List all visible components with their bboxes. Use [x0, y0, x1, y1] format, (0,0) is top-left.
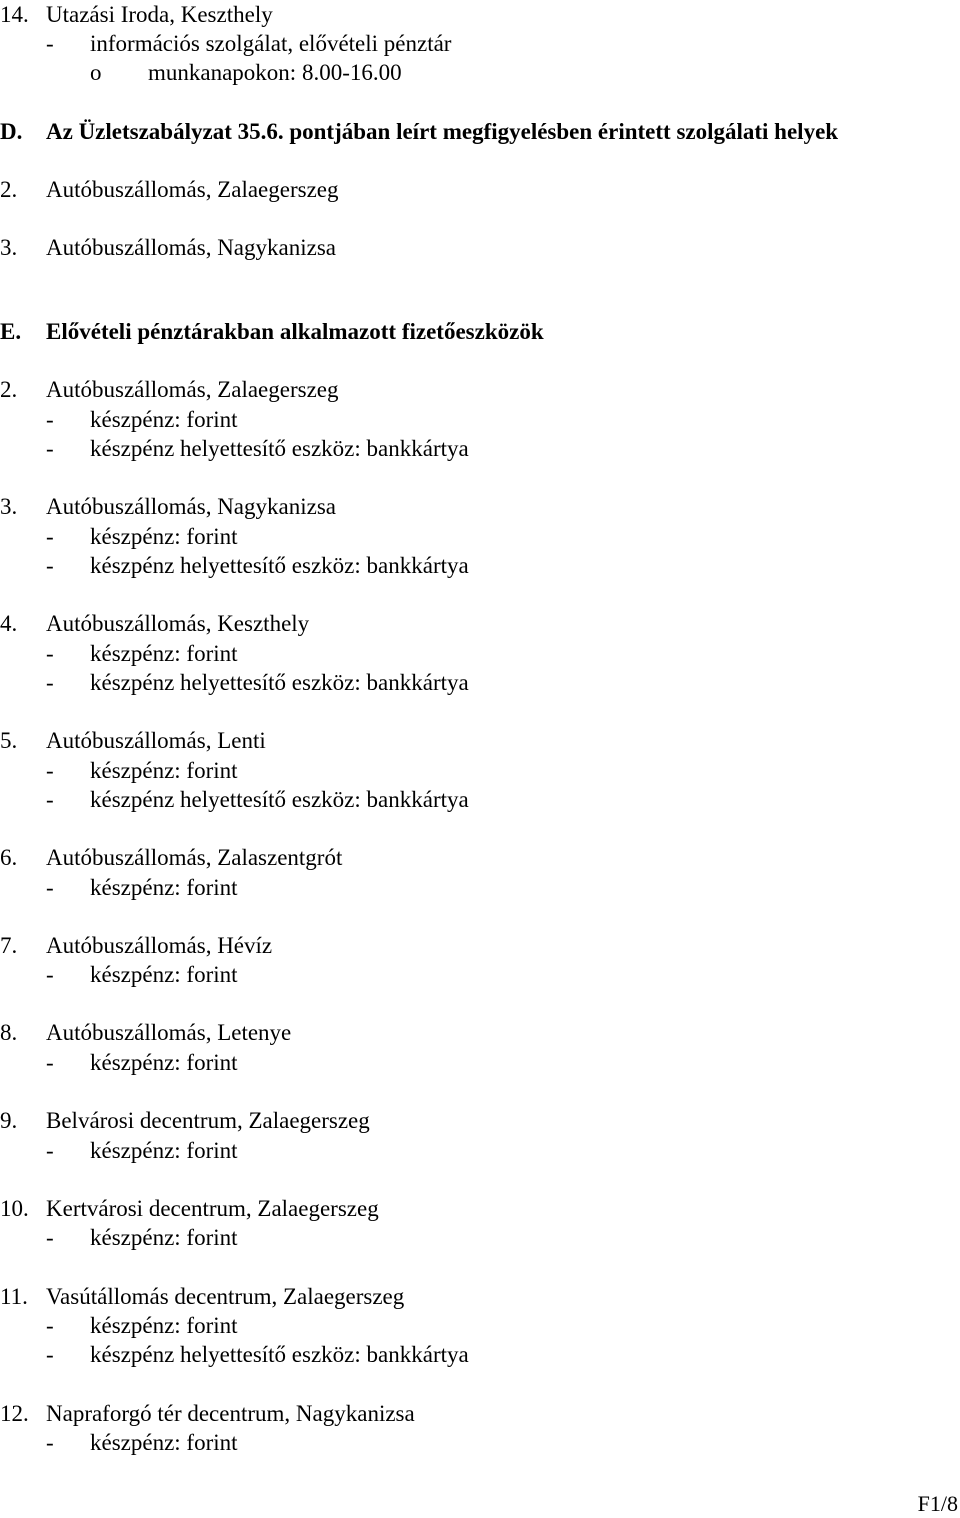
entry-number: 2.	[0, 177, 18, 202]
list-dash: -	[46, 553, 54, 578]
payment-method: készpénz: forint	[90, 641, 238, 666]
payment-method: készpénz: forint	[90, 875, 238, 900]
entry-number: 7.	[0, 933, 18, 958]
entry-number: 2.	[0, 377, 18, 402]
entry-number: 12.	[0, 1401, 29, 1426]
entry-name: Autóbuszállomás, Lenti	[46, 728, 266, 753]
section-title: Utazási Iroda, Keszthely	[46, 2, 273, 27]
entry-name: Belvárosi decentrum, Zalaegerszeg	[46, 1108, 370, 1133]
list-dash: -	[46, 1342, 54, 1367]
page-label: F1/8	[917, 1491, 958, 1516]
entry-name: Autóbuszállomás, Nagykanizsa	[46, 235, 336, 260]
entry-number: 11.	[0, 1284, 28, 1309]
list-dash: -	[46, 962, 54, 987]
list-dash: -	[46, 1225, 54, 1250]
entry-name: Napraforgó tér decentrum, Nagykanizsa	[46, 1401, 415, 1426]
entry-name: Vasútállomás decentrum, Zalaegerszeg	[46, 1284, 405, 1309]
payment-method: készpénz: forint	[90, 962, 238, 987]
entry-name: Autóbuszállomás, Zalaegerszeg	[46, 377, 339, 402]
list-dash: -	[46, 875, 54, 900]
entry-name: Kertvárosi decentrum, Zalaegerszeg	[46, 1196, 379, 1221]
list-dash: -	[46, 436, 54, 461]
section-number: 14.	[0, 2, 29, 27]
list-dash: -	[46, 1138, 54, 1163]
payment-method: készpénz: forint	[90, 1225, 238, 1250]
entry-number: 8.	[0, 1020, 18, 1045]
payment-method: készpénz: forint	[90, 1138, 238, 1163]
list-dash: -	[46, 758, 54, 783]
list-dash: -	[46, 1430, 54, 1455]
payment-method: készpénz helyettesítő eszköz: bankkártya	[90, 1342, 469, 1367]
payment-method: készpénz helyettesítő eszköz: bankkártya	[90, 553, 469, 578]
entry-name: Autóbuszállomás, Zalaszentgrót	[46, 845, 343, 870]
payment-method: készpénz: forint	[90, 524, 238, 549]
entry-name: Autóbuszállomás, Keszthely	[46, 611, 310, 636]
section-heading: Az Üzletszabályzat 35.6. pontjában leírt megfigyelésben érintett szolgálati helyek	[46, 119, 839, 144]
entry-name: Autóbuszállomás, Zalaegerszeg	[46, 177, 339, 202]
entry-number: 9.	[0, 1108, 18, 1133]
payment-method: készpénz: forint	[90, 407, 238, 432]
list-dash: -	[46, 524, 54, 549]
entry-name: Autóbuszállomás, Letenye	[46, 1020, 292, 1045]
list-dash: -	[46, 31, 54, 56]
entry-number: 10.	[0, 1196, 29, 1221]
list-dash: -	[46, 641, 54, 666]
payment-method: készpénz helyettesítő eszköz: bankkártya	[90, 436, 469, 461]
section-heading: Elővételi pénztárakban alkalmazott fizetőeszközök	[46, 319, 544, 344]
entry-number: 3.	[0, 494, 18, 519]
payment-method: készpénz: forint	[90, 1050, 238, 1075]
payment-method: készpénz helyettesítő eszköz: bankkártya	[90, 787, 469, 812]
sub-list-marker: o	[90, 60, 102, 85]
list-dash: -	[46, 407, 54, 432]
list-dash: -	[46, 1313, 54, 1338]
list-dash: -	[46, 1050, 54, 1075]
entry-number: 5.	[0, 728, 18, 753]
section-letter: E.	[0, 319, 22, 344]
list-item: információs szolgálat, elővételi pénztár	[90, 31, 452, 56]
payment-method: készpénz helyettesítő eszköz: bankkártya	[90, 670, 469, 695]
payment-method: készpénz: forint	[90, 1313, 238, 1338]
entry-number: 3.	[0, 235, 18, 260]
entry-number: 6.	[0, 845, 18, 870]
entry-name: Autóbuszállomás, Nagykanizsa	[46, 494, 336, 519]
payment-method: készpénz: forint	[90, 758, 238, 783]
list-dash: -	[46, 787, 54, 812]
section-letter: D.	[0, 119, 23, 144]
entry-name: Autóbuszállomás, Hévíz	[46, 933, 273, 958]
payment-method: készpénz: forint	[90, 1430, 238, 1455]
sub-list-item: munkanapokon: 8.00-16.00	[148, 60, 402, 85]
entry-number: 4.	[0, 611, 18, 636]
list-dash: -	[46, 670, 54, 695]
